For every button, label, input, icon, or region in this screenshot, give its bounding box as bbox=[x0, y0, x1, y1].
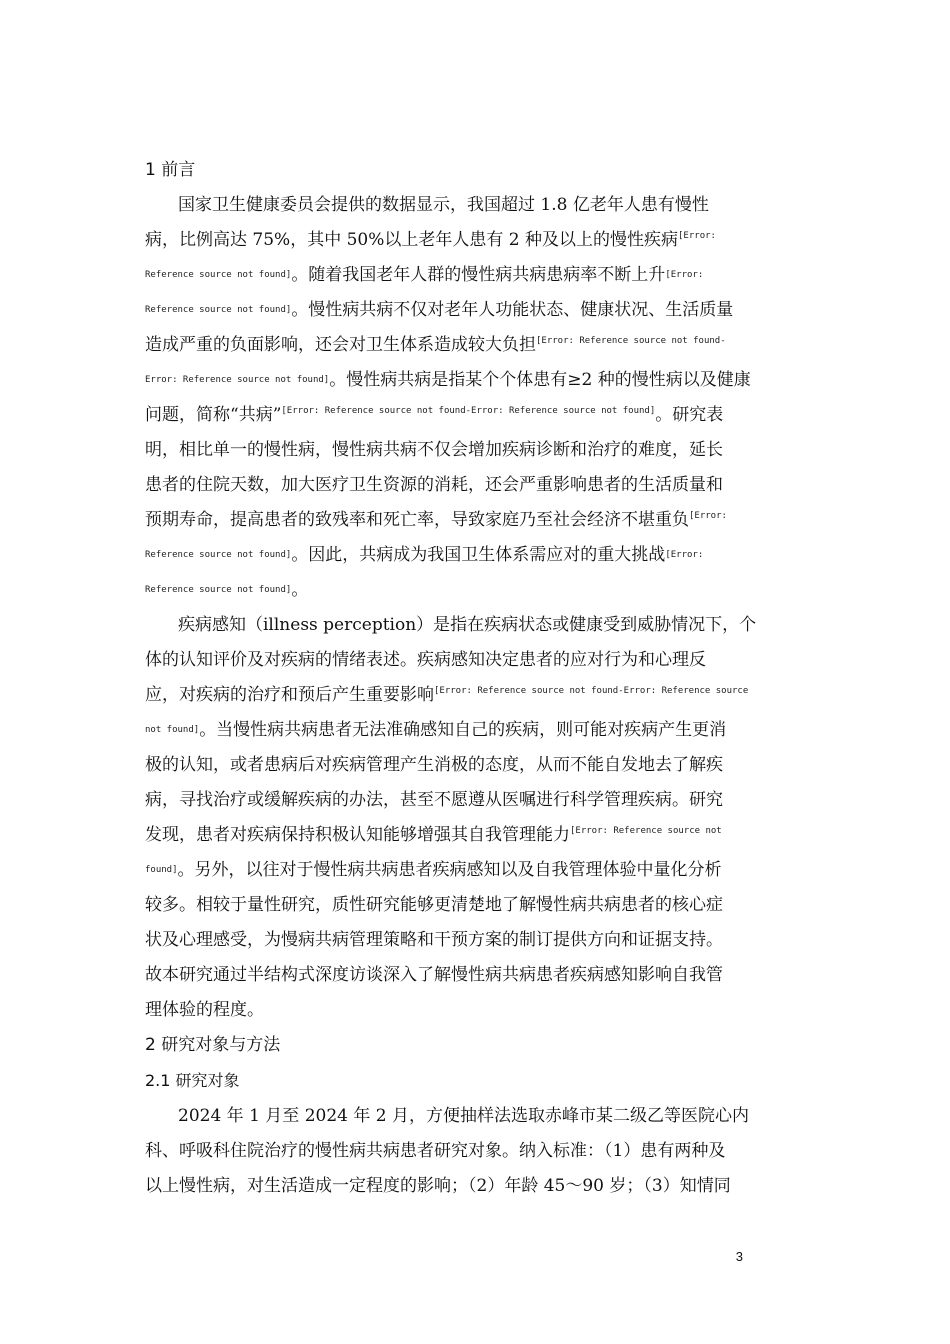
paragraph-line bbox=[145, 299, 733, 321]
paragraph-line bbox=[145, 579, 308, 601]
paragraph-line bbox=[145, 509, 727, 531]
paragraph-line bbox=[145, 859, 722, 881]
paragraph-line: 国家卫生健康委员会提供的数据显示，我国超过 1.8 亿老年人患有慢性 bbox=[178, 195, 709, 215]
paragraph-line: 明，相比单一的慢性病，慢性病共病不仅会增加疾病诊断和治疗的难度，延长 bbox=[145, 440, 723, 460]
paragraph-line: 故本研究通过半结构式深度访谈深入了解慢性病共病患者疾病感知影响自我管 bbox=[145, 965, 723, 985]
paragraph-line: 状及心理感受，为慢病共病管理策略和干预方案的制订提供方向和证据支持。 bbox=[145, 930, 723, 950]
line-text: 。随着我国老年人群的慢性病共病患病率不断上升 bbox=[291, 265, 666, 285]
subsection-heading: 2.1 研究对象 bbox=[145, 1071, 240, 1090]
line-text: 。因此，共病成为我国卫生体系需应对的重大挑战 bbox=[291, 545, 666, 565]
paragraph-line bbox=[145, 544, 703, 566]
citation-error: [Error: Reference source not found-Error: Reference source not found] bbox=[281, 406, 656, 416]
paragraph-line bbox=[145, 404, 723, 426]
section-heading: 2 研究对象与方法 bbox=[145, 1035, 281, 1055]
citation-error: [Error: bbox=[678, 231, 716, 241]
line-text: 问题，简称“共病” bbox=[145, 405, 282, 425]
line-text: 。研究表 bbox=[655, 405, 724, 425]
paragraph-line bbox=[145, 824, 722, 846]
paragraph-line: 患者的住院天数，加大医疗卫生资源的消耗，还会严重影响患者的生活质量和 bbox=[145, 475, 723, 495]
paragraph-line: 体的认知评价及对疾病的情绪表述。疾病感知决定患者的应对行为和心理反 bbox=[145, 650, 706, 670]
line-text: 病，比例高达 75%，其中 50%以上老年人患有 2 种及以上的慢性疾病 bbox=[145, 230, 679, 250]
citation-error: [Error: Reference source not bbox=[570, 826, 722, 836]
paragraph-line: 较多。相较于量性研究，质性研究能够更清楚地了解慢性病共病患者的核心症 bbox=[145, 895, 723, 915]
paragraph-line bbox=[145, 229, 716, 251]
citation-error: not found] bbox=[145, 725, 200, 735]
paragraph-line: 疾病感知（illness perception）是指在疾病状态或健康受到威胁情况下，个 bbox=[178, 615, 757, 635]
paragraph-line bbox=[145, 264, 703, 286]
citation-error: found] bbox=[145, 865, 178, 875]
citation-error: [Error: Reference source not found-Error: Reference source bbox=[434, 686, 749, 696]
paragraph-line bbox=[145, 684, 748, 706]
citation-error: Reference source not found] bbox=[145, 305, 292, 315]
line-text: 。 bbox=[291, 580, 309, 600]
line-text: 。当慢性病共病患者无法准确感知自己的疾病，则可能对疾病产生更消 bbox=[199, 720, 727, 740]
line-text: 。另外，以往对于慢性病共病患者疾病感知以及自我管理体验中量化分析 bbox=[177, 860, 722, 880]
citation-error: Reference source not found] bbox=[145, 585, 292, 595]
paragraph-line: 以上慢性病，对生活造成一定程度的影响；（2）年龄 45～90 岁；（3）知情同 bbox=[145, 1176, 731, 1196]
paragraph-line: 理体验的程度。 bbox=[145, 1000, 264, 1020]
line-text: 预期寿命，提高患者的致残率和死亡率，导致家庭乃至社会经济不堪重负 bbox=[145, 510, 689, 530]
citation-error: Reference source not found] bbox=[145, 270, 292, 280]
line-text: 应，对疾病的治疗和预后产生重要影响 bbox=[145, 685, 434, 705]
line-text: 造成严重的负面影响，还会对卫生体系造成较大负担 bbox=[145, 335, 536, 355]
page-number: 3 bbox=[735, 1249, 743, 1264]
paragraph-line bbox=[145, 719, 726, 741]
citation-error: [Error: Reference source not found- bbox=[536, 336, 726, 346]
line-text: 。慢性病共病不仅对老年人功能状态、健康状况、生活质量 bbox=[291, 300, 734, 320]
paragraph-line bbox=[145, 334, 726, 356]
citation-error: Error: Reference source not found] bbox=[145, 375, 330, 385]
citation-error: Reference source not found] bbox=[145, 550, 292, 560]
paragraph-line bbox=[145, 369, 751, 391]
paragraph-line: 极的认知，或者患病后对疾病管理产生消极的态度，从而不能自发地去了解疾 bbox=[145, 755, 723, 775]
citation-error: [Error: bbox=[689, 511, 727, 521]
paragraph-line: 病，寻找治疗或缓解疾病的办法，甚至不愿遵从医嘱进行科学管理疾病。研究 bbox=[145, 790, 723, 810]
citation-error: [Error: bbox=[665, 270, 704, 280]
line-text: 。慢性病共病是指某个个体患有≥2 种的慢性病以及健康 bbox=[329, 370, 751, 390]
paragraph-line: 科、呼吸科住院治疗的慢性病共病患者研究对象。纳入标准：（1）患有两种及 bbox=[145, 1141, 726, 1161]
section-heading: 1 前言 bbox=[145, 160, 196, 180]
citation-error: [Error: bbox=[665, 550, 704, 560]
paragraph-line: 2024 年 1 月至 2024 年 2 月，方便抽样法选取赤峰市某二级乙等医院心内 bbox=[178, 1106, 749, 1126]
line-text: 发现，患者对疾病保持积极认知能够增强其自我管理能力 bbox=[145, 825, 570, 845]
